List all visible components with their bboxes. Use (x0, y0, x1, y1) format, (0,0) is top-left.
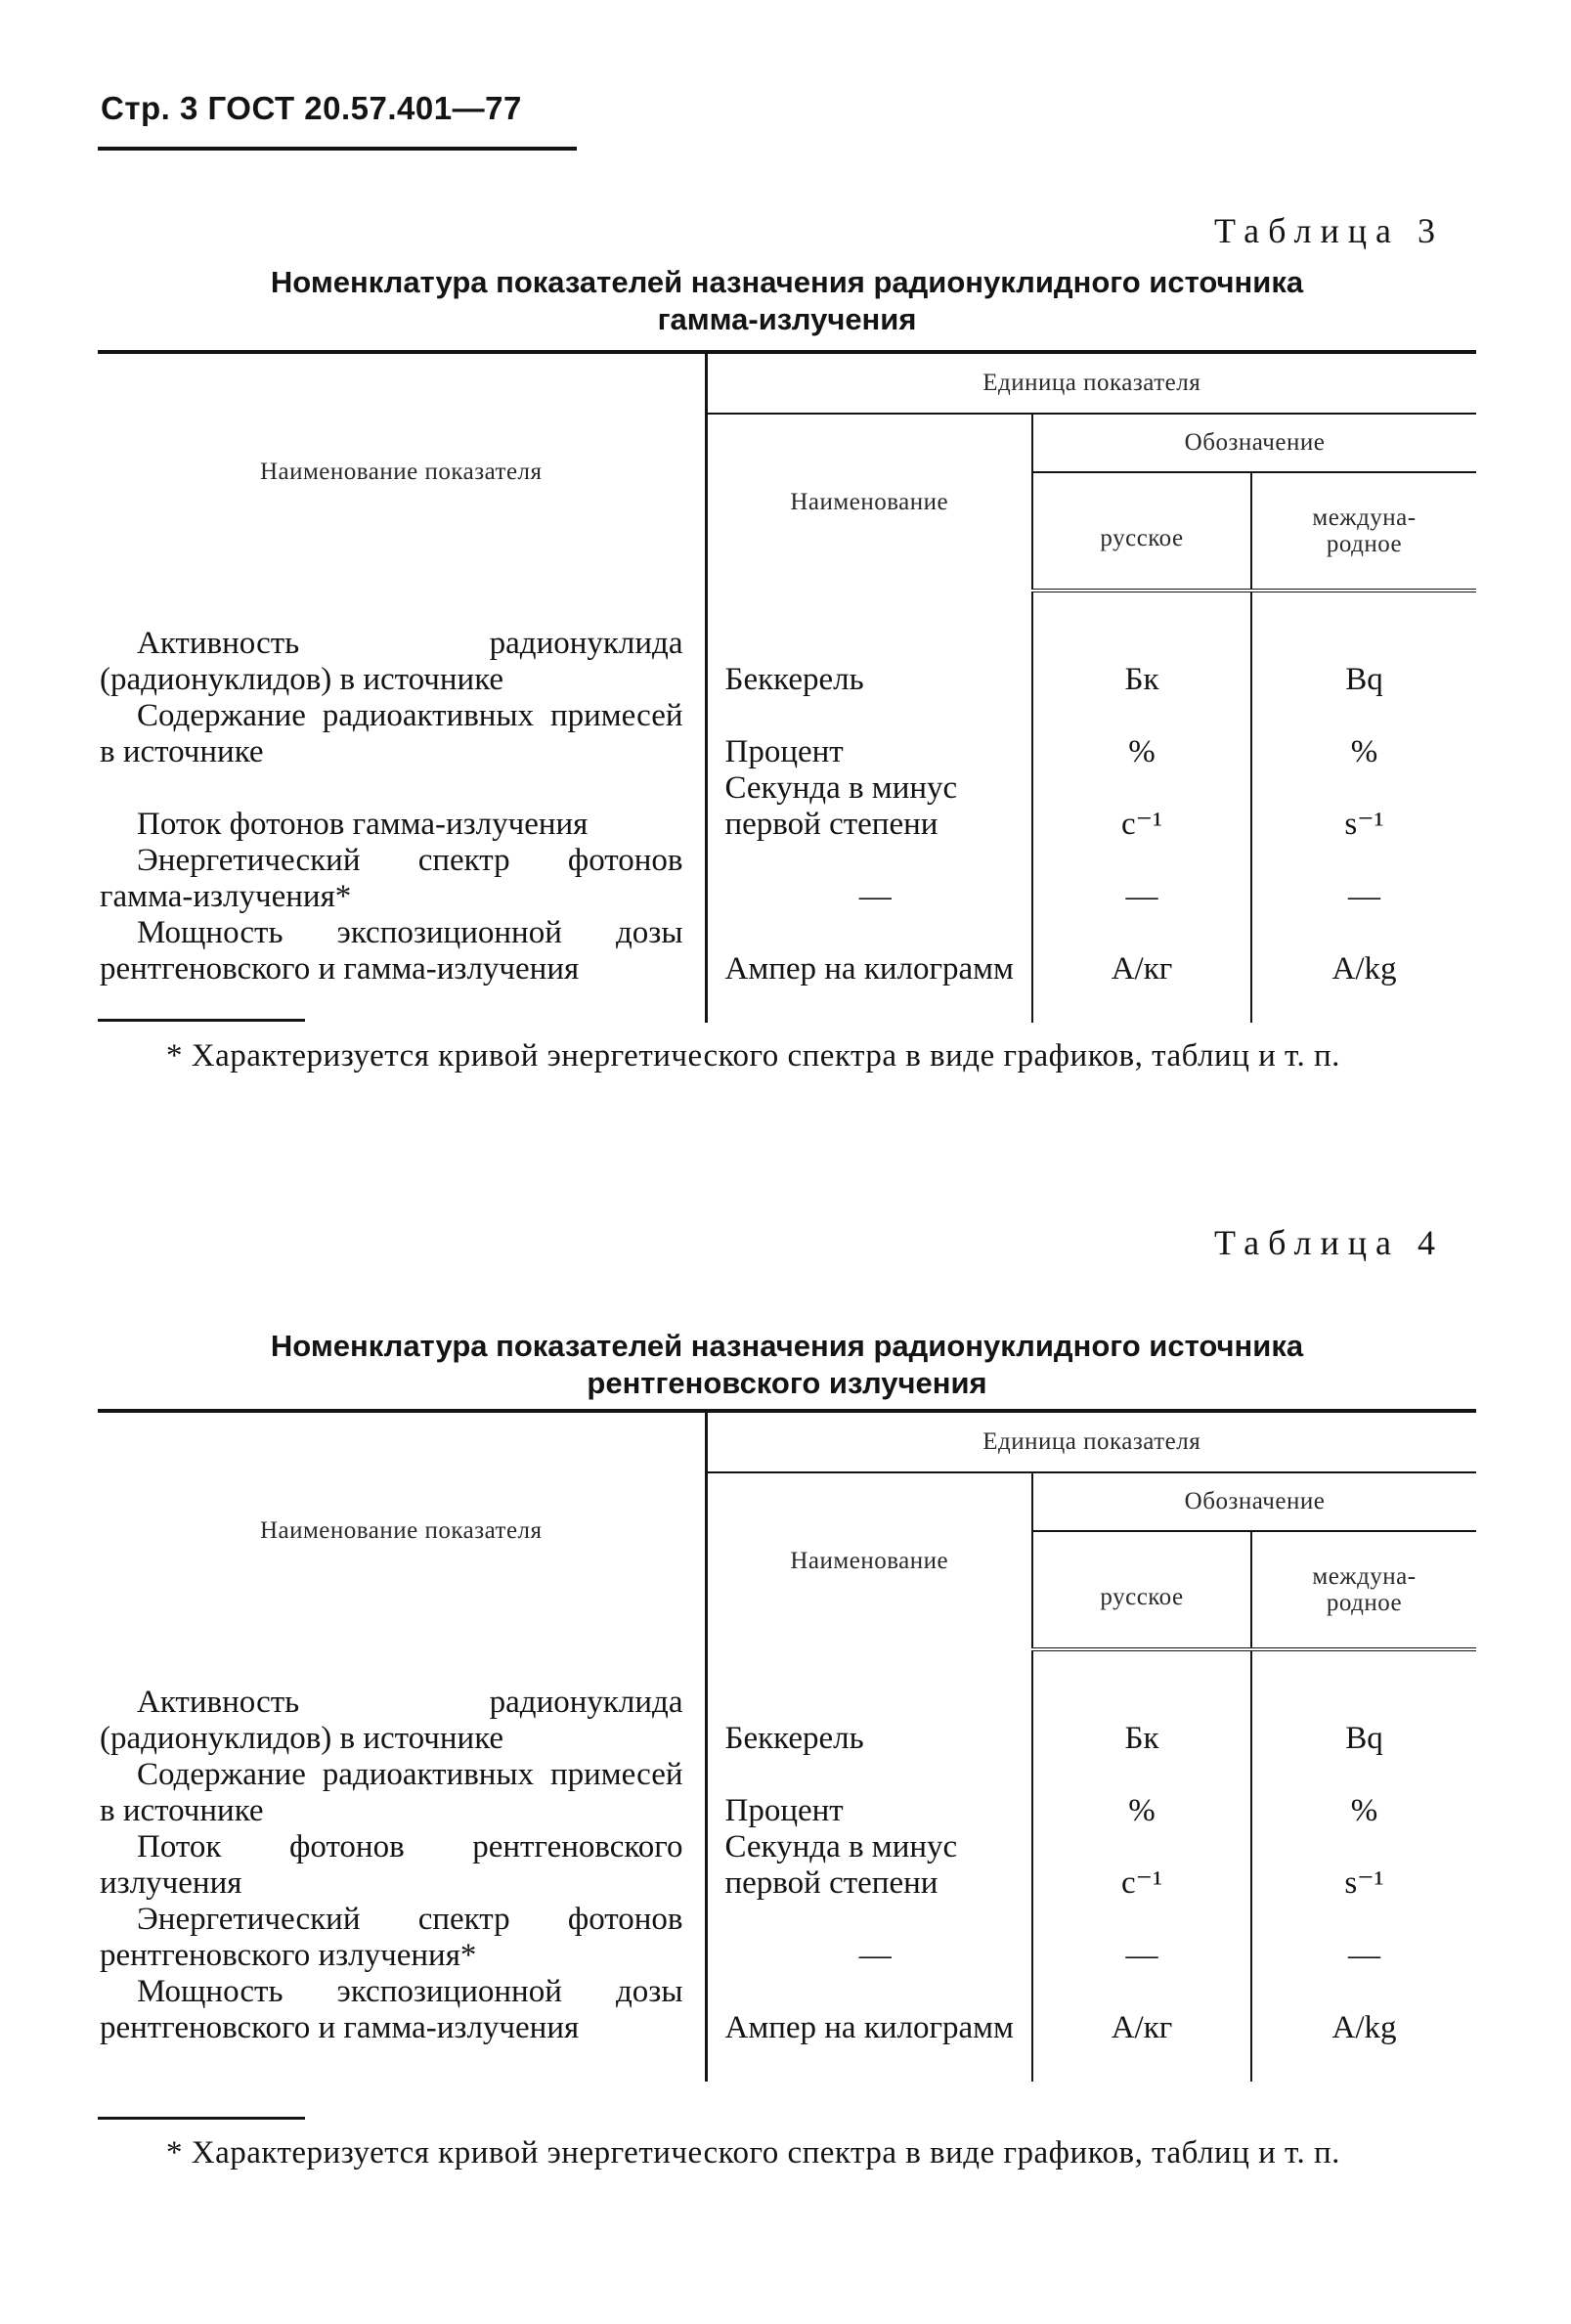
designation-international: A/kg (1331, 951, 1397, 987)
col-header-indicator-name: Наименование показателя (98, 352, 706, 591)
col-header-russian: русское (1032, 1531, 1251, 1649)
designation-russian: % (1032, 1757, 1251, 1829)
table-row (98, 1649, 1476, 1757)
unit-name: Секунда в минус первой степени (706, 770, 1032, 843)
footnote-rule-table-3 (98, 1019, 305, 1022)
unit-name: Секунда в минус первой степени (706, 1829, 1032, 1902)
indicator-name: Энергетический спектр фотонов гамма-излучения* (98, 843, 706, 915)
designation-international: Bq (1345, 662, 1383, 697)
unit-name: Процент (706, 698, 1032, 770)
footnote-rule-table-4 (98, 2117, 305, 2120)
table-4-title-line-2: рентгеновского излучения (587, 1366, 987, 1400)
designation-russian: — (1032, 1902, 1251, 1974)
indicator-name: Содержание радиоактивных примесей в источнике (98, 698, 706, 770)
unit-name: Процент (706, 1757, 1032, 1829)
table-row (98, 843, 1476, 915)
unit-name: — (706, 843, 1032, 915)
designation-russian: Бк (1032, 591, 1251, 698)
unit-name: Беккерель (706, 1649, 1032, 1757)
table-3-label: Таблица 3 (1214, 211, 1444, 250)
unit-name: — (706, 1902, 1032, 1974)
table-3-title-line-1: Номенклатура показателей назначения радионуклидного источника (270, 265, 1304, 299)
table-row (98, 915, 1476, 1023)
col-header-designation: Обозначение (1032, 1472, 1476, 1531)
col-header-unit-name: Наименование (706, 414, 1032, 591)
table-row (98, 591, 1476, 698)
designation-international: s⁻¹ (1344, 807, 1384, 842)
footnote-table-4: * Характеризуется кривой энергетического спектра в виде графиков, таблиц и т. п. (166, 2135, 1340, 2171)
designation-international: % (1350, 1793, 1378, 1828)
indicator-name: Поток фотонов рентгеновского излучения (98, 1829, 706, 1902)
designation-international: — (1348, 1938, 1380, 1973)
header-rule (98, 147, 577, 151)
unit-name: Ампер на килограмм (706, 915, 1032, 1023)
unit-name: Ампер на килограмм (706, 1974, 1032, 2082)
col-header-unit-name: Наименование (706, 1472, 1032, 1649)
col-header-international-line-1: междуна- (1312, 1563, 1417, 1590)
col-header-international-line-2: родное (1326, 531, 1403, 557)
table-row (98, 1974, 1476, 2082)
footnote-table-3: * Характеризуется кривой энергетического спектра в виде графиков, таблиц и т. п. (166, 1038, 1340, 1074)
table-row (98, 770, 1476, 843)
designation-russian: А/кг (1032, 915, 1251, 1023)
table-3-title-line-2: гамма-излучения (657, 302, 917, 336)
indicator-name: Содержание радиоактивных примесей в источнике (98, 1757, 706, 1829)
col-header-international-line-2: родное (1326, 1590, 1403, 1616)
indicator-name: Энергетический спектр фотонов рентгеновского излучения* (98, 1902, 706, 1974)
table-4-title (98, 1328, 1476, 1402)
designation-international: A/kg (1331, 2010, 1397, 2045)
col-header-unit: Единица показателя (706, 352, 1476, 414)
designation-russian: % (1032, 698, 1251, 770)
col-header-designation: Обозначение (1032, 414, 1476, 472)
col-header-international-line-1: междуна- (1312, 504, 1417, 531)
col-header-russian: русское (1032, 472, 1251, 591)
page-header: Стр. 3 ГОСТ 20.57.401—77 (101, 90, 522, 126)
table-row (98, 1757, 1476, 1829)
designation-russian: с⁻¹ (1032, 770, 1251, 843)
table-4 (98, 1409, 1476, 2082)
table-row (98, 1829, 1476, 1902)
col-header-unit: Единица показателя (706, 1411, 1476, 1472)
designation-international: — (1348, 879, 1380, 914)
unit-name: Беккерель (706, 591, 1032, 698)
designation-international: Bq (1345, 1721, 1383, 1756)
col-header-international (1251, 472, 1476, 591)
designation-international: % (1350, 734, 1378, 769)
table-row (98, 1902, 1476, 1974)
table-4-title-line-1: Номенклатура показателей назначения радионуклидного источника (270, 1329, 1304, 1363)
indicator-name: Поток фотонов гамма-излучения (98, 770, 706, 843)
designation-russian: А/кг (1032, 1974, 1251, 2082)
table-4-label: Таблица 4 (1214, 1223, 1444, 1262)
indicator-name: Мощность экспозиционной дозы рентгеновского и гамма-излучения (98, 915, 706, 1023)
table-3-title (98, 264, 1476, 338)
indicator-name: Мощность экспозиционной дозы рентгеновского и гамма-излучения (98, 1974, 706, 2082)
designation-russian: — (1032, 843, 1251, 915)
table-3 (98, 350, 1476, 1023)
indicator-name: Активность радионуклида (радионуклидов) в источнике (98, 1649, 706, 1757)
indicator-name: Активность радионуклида (радионуклидов) в источнике (98, 591, 706, 698)
designation-russian: с⁻¹ (1032, 1829, 1251, 1902)
designation-russian: Бк (1032, 1649, 1251, 1757)
col-header-international (1251, 1531, 1476, 1649)
designation-international: s⁻¹ (1344, 1865, 1384, 1901)
table-row (98, 698, 1476, 770)
col-header-indicator-name: Наименование показателя (98, 1411, 706, 1649)
